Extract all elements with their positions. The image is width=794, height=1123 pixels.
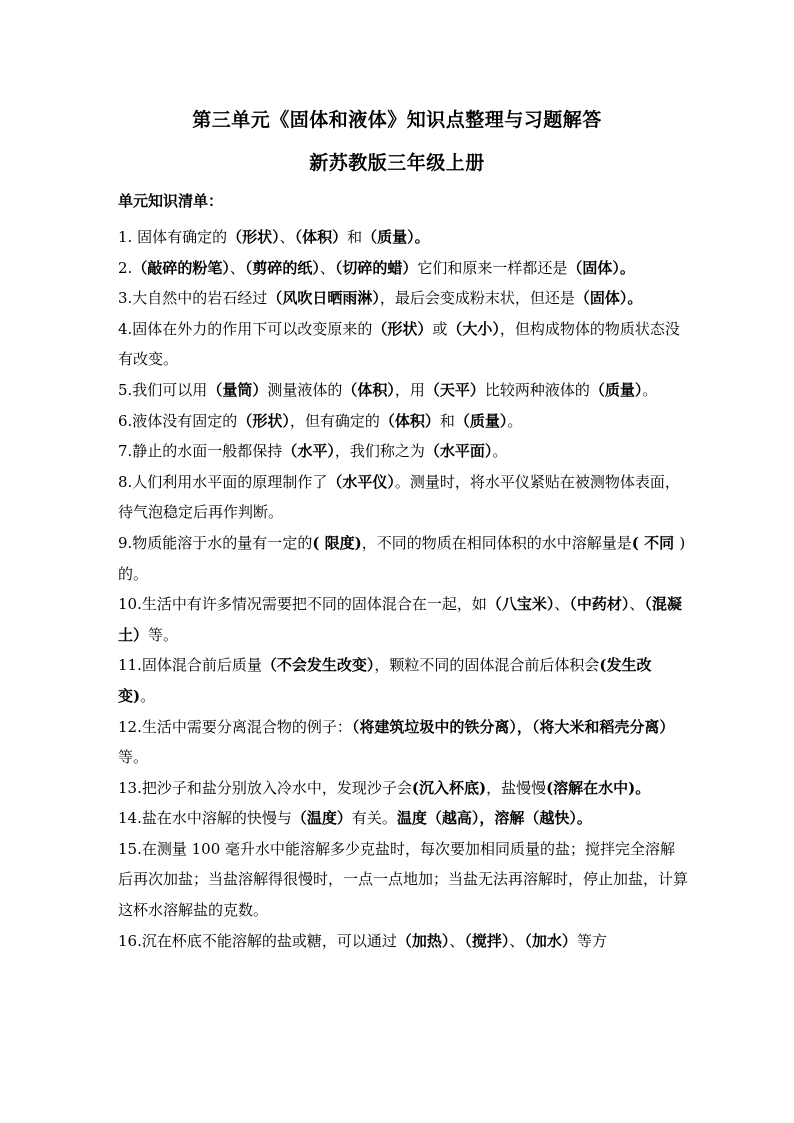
list-item	[118, 650, 688, 711]
answer-text: （中药材）	[569, 595, 630, 614]
item-text: 和	[347, 228, 363, 246]
item-text: 3.大自然中的岩石经过	[118, 289, 268, 308]
item-text: 、	[554, 595, 570, 614]
item-text: 、	[229, 258, 245, 277]
answer-text: ( 限度)	[312, 533, 362, 552]
answer-text: （固体）。	[567, 258, 635, 277]
item-text: 。	[642, 380, 658, 399]
list-item	[118, 253, 688, 284]
item-text: 、	[509, 931, 525, 950]
item-text: ，最后会变成粉末状，但还是	[379, 289, 575, 308]
item-text: 5.我们可以用	[118, 380, 208, 399]
item-text: 6.液体没有固定的	[118, 411, 238, 430]
item-text: 。	[492, 442, 508, 461]
list-item	[118, 375, 688, 406]
item-text: ，颗粒不同的固体混合前后体积会	[374, 656, 600, 675]
item-text: 测量液体的	[267, 380, 343, 399]
item-text: 和	[439, 411, 455, 430]
item-text: 14.盐在水中溶解的快慢与	[118, 809, 292, 828]
list-item	[118, 222, 688, 253]
item-text: 4.固体在外力的作用下可以改变原来的	[118, 319, 373, 338]
answer-text: （温度）	[291, 809, 352, 828]
answer-text: （水平面）	[424, 442, 493, 461]
item-text: 等方	[576, 931, 607, 950]
item-text: ，盐慢慢	[486, 778, 547, 797]
answer-text: ( 不同	[631, 533, 680, 552]
answer-text: （质量）。	[362, 228, 430, 246]
item-text: 13.把沙子和盐分别放入冷水中，发现沙子会	[118, 778, 412, 797]
answer-text: （固体）。	[574, 289, 643, 308]
answer-text: （八宝米）	[486, 595, 555, 614]
item-text: 11.固体混合前后质量	[118, 656, 262, 675]
item-text: 、	[629, 595, 645, 614]
answer-text: （将建筑垃圾中的铁分离），（将大米和稻壳分离）	[351, 717, 675, 736]
item-text: 它们和原来一样都还是	[417, 258, 568, 277]
answer-text: （切碎的蜡）	[334, 258, 418, 277]
item-text: 2.	[118, 258, 133, 277]
item-text: 7.静止的水面一般都保持	[118, 442, 283, 461]
answer-text: （体积）	[294, 228, 348, 246]
answer-text: （质量）	[589, 380, 643, 399]
list-item	[118, 773, 688, 804]
item-text: ，不同的物质在相同体积的水中溶解量是	[361, 533, 632, 552]
item-text: 8.人们利用水平面的原理制作了	[118, 472, 328, 491]
item-text: 1. 固体有确定的	[118, 228, 228, 246]
item-text: ，但构成物体的物质状态没有改变。	[118, 319, 680, 369]
item-text: 。测量时，将水平仪紧贴在被测物体表面，待气泡稳定后再作判断。	[118, 472, 680, 522]
list-item	[118, 834, 688, 926]
list-item	[118, 314, 688, 375]
item-text: 、	[279, 228, 295, 246]
section-heading: 单元知识清单：	[118, 192, 224, 210]
answer-text: （加热）	[396, 931, 450, 950]
answer-text: （质量）	[454, 411, 508, 430]
list-item	[118, 406, 688, 437]
answer-text: （水平）	[282, 442, 335, 461]
item-text: ，我们称之为	[334, 442, 425, 461]
answer-text: （形状）	[237, 411, 290, 430]
answer-text: （体积）	[379, 411, 440, 430]
answer-text: （形状）	[372, 319, 433, 338]
item-text: )的。	[118, 533, 686, 583]
list-item	[118, 926, 688, 957]
item-text: 9.物质能溶于水的量有一定的	[118, 533, 313, 552]
list-item	[118, 589, 688, 650]
answer-text: 温度（越高），溶解（越快）。	[396, 809, 592, 828]
list-item	[118, 712, 688, 773]
answer-text: （加水）	[524, 931, 577, 950]
answer-text: （不会发生改变）	[261, 656, 375, 675]
item-text: 等。	[148, 625, 179, 644]
list-item	[118, 803, 688, 834]
answer-text: （形状）	[227, 228, 280, 246]
answer-text: （敲碎的粉笔）	[132, 258, 230, 277]
list-item	[118, 528, 688, 589]
item-text: 。	[140, 686, 156, 705]
answer-text: （大小）	[447, 319, 500, 338]
answer-text: （风吹日晒雨淋）	[267, 289, 380, 308]
item-text: 或	[432, 319, 448, 338]
item-text: 、	[449, 931, 465, 950]
answer-text: (溶解在水中)。	[546, 778, 651, 797]
answer-text: （体积）	[342, 380, 395, 399]
answer-text: （量筒）	[207, 380, 268, 399]
document-subtitle: 新苏教版三年级上册	[309, 152, 485, 174]
item-text: 。	[507, 411, 523, 430]
list-item	[118, 467, 688, 528]
answer-text: （天平）	[424, 380, 485, 399]
item-text: 有关。	[351, 809, 397, 828]
item-text: ，但有确定的	[289, 411, 380, 430]
item-text: 12.生活中需要分离混合物的例子：	[118, 717, 352, 736]
list-item	[118, 283, 688, 314]
knowledge-list	[118, 222, 688, 956]
item-text: 15.在测量 100 毫升水中能溶解多少克盐时，每次要加相同质量的盐；搅拌完全溶解后再次加盐；当盐溶解得很慢时，一点一点地加；当盐无法再溶解时，停止加盐，计算这杯水溶解盐的克数。	[118, 839, 689, 920]
answer-text: （水平仪）	[327, 472, 395, 491]
item-text: 、	[319, 258, 335, 277]
list-item	[118, 436, 688, 467]
answer-text: （混凝土）	[118, 595, 682, 644]
item-text: 10.生活中有许多情况需要把不同的固体混合在一起，如	[118, 595, 487, 614]
answer-text: (发生改变)	[118, 656, 652, 705]
answer-text: (沉入杯底)	[411, 778, 487, 797]
document-title: 第三单元《固体和液体》知识点整理与习题解答	[192, 109, 602, 131]
answer-text: （剪碎的纸）	[244, 258, 320, 277]
item-text: 16.沉在杯底不能溶解的盐或糖，可以通过	[118, 931, 397, 950]
item-text: 等。	[118, 748, 149, 767]
item-text: 比较两种液体的	[484, 380, 590, 399]
item-text: ，用	[394, 380, 425, 399]
answer-text: （搅拌）	[464, 931, 510, 950]
